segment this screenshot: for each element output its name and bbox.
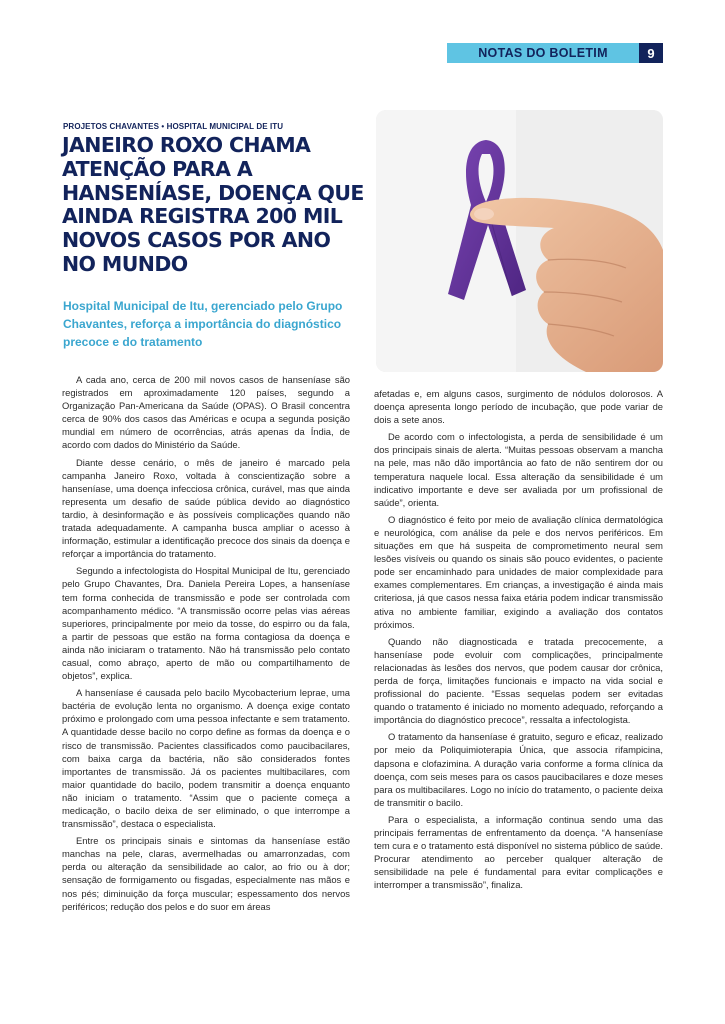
body-paragraph: De acordo com o infectologista, a perda de sensibilidade é um dos principais sinais de alerta. “Muitas pessoas observam a mancha na pele, mas não dão importância ao fato de não sentirem dor ou temperatura naquele local. Essa alteração da sensibilidade é um indicativo importante e deve ser avaliada por um profissional de saúde”, orienta.	[374, 431, 663, 508]
article-kicker: PROJETOS CHAVANTES • HOSPITAL MUNICIPAL DE ITU	[63, 122, 284, 131]
right-column	[374, 387, 663, 895]
left-column	[62, 373, 350, 917]
section-header	[447, 43, 663, 63]
article-title: JANEIRO ROXO CHAMA ATENÇÃO PARA A HANSENÍASE, DOENÇA QUE AINDA REGISTRA 200 MIL NOVOS CASOS POR ANO NO MUNDO	[62, 133, 364, 276]
body-paragraph: Para o especialista, a informação continua sendo uma das principais ferramentas de enfrentamento da doença. “A hanseníase tem cura e o tratamento está disponível no sistema público de saúde. Procurar atendimento ao perceber qualquer alteração de sensibilidade na pele é fundamental para evitar complicações e interromper a transmissão”, finaliza.	[374, 813, 663, 891]
body-paragraph: Entre os principais sinais e sintomas da hanseníase estão manchas na pele, claras, avermelhadas ou amarronzadas, com perda ou alteração da sensibilidade ao calor, ao frio ou à dor; sensação de formigamento ou fisgadas, especialmente nas mãos e nos pés; diminuição da força muscular; espessamento dos nervos periféricos; redução dos pelos e do suor em áreas	[62, 835, 350, 912]
body-paragraph: A hanseníase é causada pelo bacilo Mycobacterium leprae, uma bactéria de evolução lenta no organismo. A doença exige contato próximo e prolongado com uma pessoa infectante e sem tratamento. A quantidade desse bacilo no corpo define as formas da doença e o risco de transmissão. Pacientes classificados como paucibacilares, com baixa carga da bactéria, não são considerados fontes importantes de transmissão. Já os pacientes multibacilares, com maior quantidade do bacilo, podem transmitir a doença enquanto não iniciam o tratamento. “Assim que o paciente começa a medicação, o bacilo deixa de ser eliminado, o que interrompe a transmissão”, destaca o especialista.	[62, 687, 350, 830]
ribbon-photo	[376, 110, 663, 372]
section-label: NOTAS DO BOLETIM	[447, 43, 639, 63]
page-number: 9	[639, 43, 663, 63]
body-paragraph: Quando não diagnosticada e tratada precocemente, a hanseníase pode evoluir com complicações, principalmente relacionadas às lesões dos nervos, que podem causar dor crônica, perda de força, limitações funcionais e impacto na vida social e profissional do paciente. “Essas sequelas podem ser evitadas quando o tratamento é iniciado no momento adequado, reforçando a importância do diagnóstico precoce”, ressalta a infectologista.	[374, 635, 663, 726]
body-paragraph-continuation: afetadas e, em alguns casos, surgimento de nódulos dolorosos. A doença apresenta longo período de incubação, que pode variar de dois a sete anos.	[374, 388, 663, 426]
body-paragraph: O tratamento da hanseníase é gratuito, seguro e eficaz, realizado por meio da Poliquimioterapia Única, que associa rifampicina, dapsona e clofazimina. A duração varia conforme a forma clínica da doença, com seis meses para os casos paucibacilares e doze meses para os multibacilares. Logo no início do tratamento, o paciente deixa de transmitir o bacilo.	[374, 731, 663, 808]
body-paragraph: A cada ano, cerca de 200 mil novos casos de hanseníase são registrados em aproximadamente 120 países, segundo a Organização Pan-Americana da Saúde (OPAS). O Brasil concentra cerca de 90% dos casos das Américas e ocupa a segunda posição mundial em número de ocorrências, atrás apenas da Índia, de acordo com dados do Ministério da Saúde.	[62, 374, 350, 451]
body-paragraph: O diagnóstico é feito por meio de avaliação clínica dermatológica e neurológica, com análise da pele e dos nervos periféricos. Em situações em que há suspeita de comprometimento neural sem lesões visíveis ou quando os sinais são pouco evidentes, o paciente pode ser encaminhado para unidades de maior complexidade para exames complementares. Em crianças, a investigação é ainda mais criteriosa, já que casos nessa faixa etária podem indicar transmissão ativa no ambiente familiar, exigindo a avaliação dos contatos próximos.	[374, 513, 663, 630]
body-paragraph: Segundo a infectologista do Hospital Municipal de Itu, gerenciado pelo Grupo Chavantes, Dra. Daniela Pereira Lopes, a hanseníase tem forma conhecida de transmissão e pode ser controlada com acompanhamento médico. “A transmissão ocorre pelas vias aéreas superiores, principalmente por meio da tosse, do espirro ou da fala, a partir de pessoas que estão na forma contagiosa da doença e ainda não iniciaram o tratamento. Não há transmissão pelo contato casual, como abraço, aperto de mão ou compartilhamento de objetos”, explica.	[62, 565, 350, 682]
body-paragraph: Diante desse cenário, o mês de janeiro é marcado pela campanha Janeiro Roxo, voltada à conscientização sobre a hanseníase, uma doença infecciosa crônica, curável, mas que ainda representa um desafio de saúde pública devido ao diagnóstico tardio, à desinformação e às possíveis complicações quando não tratada adequadamente. A campanha busca ampliar o acesso à informação, estimular a identificação precoce dos sinais da doença e reforçar a importância do tratamento.	[62, 456, 350, 560]
article-subtitle: Hospital Municipal de Itu, gerenciado pelo Grupo Chavantes, reforça a importância do diagnóstico precoce e do tratamento	[63, 299, 343, 349]
